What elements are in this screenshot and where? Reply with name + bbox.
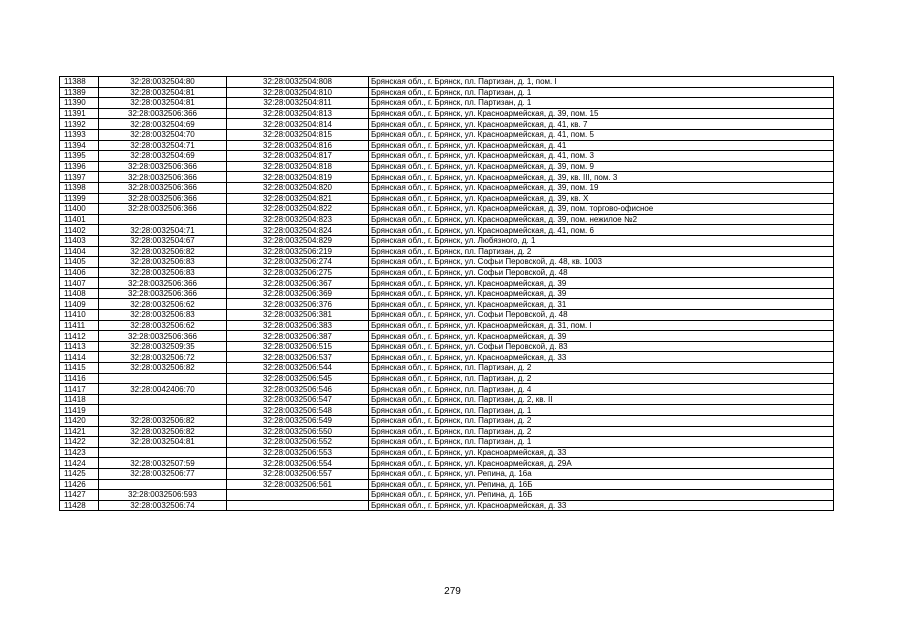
table-row [60, 373, 834, 384]
cadastral-number-cell: 32:28:0032506:548 [227, 405, 369, 416]
row-number-cell: 11395 [60, 151, 99, 162]
table-row [60, 405, 834, 416]
parent-cadastral-number-cell: 32:28:0032504:69 [99, 119, 227, 130]
cadastral-number-cell: 32:28:0032506:544 [227, 363, 369, 374]
row-number-cell: 11391 [60, 108, 99, 119]
parent-cadastral-number-cell: 32:28:0032504:71 [99, 140, 227, 151]
table-row [60, 352, 834, 363]
address-cell: Брянская обл., г. Брянск, ул. Красноармейская, д. 41, кв. 7 [369, 119, 834, 130]
cadastral-number-cell: 32:28:0032504:810 [227, 87, 369, 98]
row-number-cell: 11412 [60, 331, 99, 342]
table-row [60, 437, 834, 448]
table-row [60, 182, 834, 193]
address-cell: Брянская обл., г. Брянск, ул. Софьи Перовской, д. 48 [369, 267, 834, 278]
table-row [60, 119, 834, 130]
address-cell: Брянская обл., г. Брянск, пл. Партизан, д. 2 [369, 373, 834, 384]
cadastral-number-cell: 32:28:0032506:515 [227, 341, 369, 352]
parent-cadastral-number-cell: 32:28:0032506:366 [99, 204, 227, 215]
address-cell: Брянская обл., г. Брянск, пл. Партизан, д. 1 [369, 405, 834, 416]
cadastral-number-cell: 32:28:0032504:818 [227, 161, 369, 172]
table-row [60, 320, 834, 331]
address-cell: Брянская обл., г. Брянск, ул. Софьи Перовской, д. 48 [369, 310, 834, 321]
cadastral-number-cell: 32:28:0032506:376 [227, 299, 369, 310]
address-cell: Брянская обл., г. Брянск, ул. Красноармейская, д. 39, кв. X [369, 193, 834, 204]
parent-cadastral-number-cell: 32:28:0032506:72 [99, 352, 227, 363]
row-number-cell: 11428 [60, 500, 99, 511]
parent-cadastral-number-cell: 32:28:0032506:366 [99, 108, 227, 119]
table-row [60, 426, 834, 437]
table-row [60, 299, 834, 310]
address-cell: Брянская обл., г. Брянск, ул. Красноармейская, д. 33 [369, 447, 834, 458]
parent-cadastral-number-cell: 32:28:0032506:83 [99, 257, 227, 268]
cadastral-number-cell: 32:28:0032506:550 [227, 426, 369, 437]
table-row [60, 447, 834, 458]
row-number-cell: 11403 [60, 235, 99, 246]
cadastral-number-cell: 32:28:0032506:549 [227, 416, 369, 427]
parent-cadastral-number-cell: 32:28:0032506:593 [99, 490, 227, 501]
parent-cadastral-number-cell: 32:28:0032506:62 [99, 320, 227, 331]
cadastral-number-cell: 32:28:0032506:381 [227, 310, 369, 321]
parent-cadastral-number-cell: 32:28:0032506:366 [99, 172, 227, 183]
cadastral-number-cell: 32:28:0032506:383 [227, 320, 369, 331]
cadastral-number-cell: 32:28:0032504:824 [227, 225, 369, 236]
table-row [60, 225, 834, 236]
row-number-cell: 11399 [60, 193, 99, 204]
cadastral-number-cell: 32:28:0032504:813 [227, 108, 369, 119]
address-cell: Брянская обл., г. Брянск, ул. Красноармейская, д. 41, пом. 6 [369, 225, 834, 236]
parent-cadastral-number-cell: 32:28:0032506:83 [99, 267, 227, 278]
parent-cadastral-number-cell: 32:28:0032506:82 [99, 426, 227, 437]
cadastral-number-cell: 32:28:0032506:546 [227, 384, 369, 395]
address-cell: Брянская обл., г. Брянск, пл. Партизан, д. 1 [369, 87, 834, 98]
cadastral-number-cell: 32:28:0032506:274 [227, 257, 369, 268]
table-row [60, 363, 834, 374]
row-number-cell: 11414 [60, 352, 99, 363]
parent-cadastral-number-cell: 32:28:0032504:80 [99, 77, 227, 88]
parent-cadastral-number-cell: 32:28:0032506:82 [99, 363, 227, 374]
parent-cadastral-number-cell: 32:28:0032506:366 [99, 331, 227, 342]
table-row [60, 161, 834, 172]
address-cell: Брянская обл., г. Брянск, пл. Партизан, д. 2 [369, 363, 834, 374]
row-number-cell: 11415 [60, 363, 99, 374]
table-row [60, 77, 834, 88]
address-cell: Брянская обл., г. Брянск, пл. Партизан, д. 2 [369, 426, 834, 437]
row-number-cell: 11423 [60, 447, 99, 458]
row-number-cell: 11389 [60, 87, 99, 98]
parent-cadastral-number-cell: 32:28:0032504:71 [99, 225, 227, 236]
parent-cadastral-number-cell: 32:28:0042406:70 [99, 384, 227, 395]
cadastral-number-cell: 32:28:0032504:808 [227, 77, 369, 88]
address-cell: Брянская обл., г. Брянск, ул. Красноармейская, д. 31, пом. I [369, 320, 834, 331]
cadastral-number-cell: 32:28:0032506:219 [227, 246, 369, 257]
table-row [60, 288, 834, 299]
table-row [60, 479, 834, 490]
row-number-cell: 11421 [60, 426, 99, 437]
parent-cadastral-number-cell: 32:28:0032506:366 [99, 193, 227, 204]
address-cell: Брянская обл., г. Брянск, ул. Красноармейская, д. 39, пом. 9 [369, 161, 834, 172]
parent-cadastral-number-cell: 32:28:0032509:35 [99, 341, 227, 352]
cadastral-number-cell: 32:28:0032504:829 [227, 235, 369, 246]
cadastral-number-cell: 32:28:0032506:552 [227, 437, 369, 448]
parent-cadastral-number-cell [99, 405, 227, 416]
table-row [60, 394, 834, 405]
parent-cadastral-number-cell: 32:28:0032504:67 [99, 235, 227, 246]
row-number-cell: 11406 [60, 267, 99, 278]
address-cell: Брянская обл., г. Брянск, ул. Красноармейская, д. 39, кв. III, пом. 3 [369, 172, 834, 183]
table-row [60, 98, 834, 109]
parent-cadastral-number-cell: 32:28:0032506:366 [99, 182, 227, 193]
parent-cadastral-number-cell: 32:28:0032504:69 [99, 151, 227, 162]
parent-cadastral-number-cell: 32:28:0032506:82 [99, 246, 227, 257]
parent-cadastral-number-cell: 32:28:0032506:77 [99, 468, 227, 479]
address-cell: Брянская обл., г. Брянск, ул. Красноармейская, д. 39, пом. торгово-офисное [369, 204, 834, 215]
cadastral-number-cell: 32:28:0032506:547 [227, 394, 369, 405]
row-number-cell: 11402 [60, 225, 99, 236]
address-cell: Брянская обл., г. Брянск, ул. Любязного, д. 1 [369, 235, 834, 246]
row-number-cell: 11419 [60, 405, 99, 416]
row-number-cell: 11424 [60, 458, 99, 469]
table-row [60, 172, 834, 183]
cadastral-number-cell [227, 500, 369, 511]
parent-cadastral-number-cell [99, 479, 227, 490]
parent-cadastral-number-cell: 32:28:0032506:62 [99, 299, 227, 310]
cadastral-number-cell: 32:28:0032504:821 [227, 193, 369, 204]
table-row [60, 193, 834, 204]
cadastral-number-cell [227, 490, 369, 501]
row-number-cell: 11420 [60, 416, 99, 427]
row-number-cell: 11394 [60, 140, 99, 151]
cadastral-number-cell: 32:28:0032506:387 [227, 331, 369, 342]
row-number-cell: 11426 [60, 479, 99, 490]
address-cell: Брянская обл., г. Брянск, ул. Красноармейская, д. 29А [369, 458, 834, 469]
cadastral-number-cell: 32:28:0032504:811 [227, 98, 369, 109]
cadastral-number-cell: 32:28:0032506:545 [227, 373, 369, 384]
table-row [60, 87, 834, 98]
parent-cadastral-number-cell [99, 394, 227, 405]
parent-cadastral-number-cell [99, 214, 227, 225]
parent-cadastral-number-cell: 32:28:0032504:81 [99, 437, 227, 448]
row-number-cell: 11405 [60, 257, 99, 268]
parent-cadastral-number-cell: 32:28:0032506:83 [99, 310, 227, 321]
address-cell: Брянская обл., г. Брянск, ул. Красноармейская, д. 33 [369, 352, 834, 363]
cadastral-number-cell: 32:28:0032506:554 [227, 458, 369, 469]
address-cell: Брянская обл., г. Брянск, ул. Красноармейская, д. 39 [369, 331, 834, 342]
address-cell: Брянская обл., г. Брянск, ул. Красноармейская, д. 39 [369, 288, 834, 299]
address-cell: Брянская обл., г. Брянск, ул. Софьи Перовской, д. 83 [369, 341, 834, 352]
row-number-cell: 11425 [60, 468, 99, 479]
table-row [60, 500, 834, 511]
row-number-cell: 11410 [60, 310, 99, 321]
row-number-cell: 11408 [60, 288, 99, 299]
row-number-cell: 11418 [60, 394, 99, 405]
table-row [60, 331, 834, 342]
address-cell: Брянская обл., г. Брянск, ул. Красноармейская, д. 41 [369, 140, 834, 151]
property-register-table [59, 76, 834, 511]
address-cell: Брянская обл., г. Брянск, ул. Красноармейская, д. 41, пом. 5 [369, 129, 834, 140]
row-number-cell: 11400 [60, 204, 99, 215]
cadastral-number-cell: 32:28:0032504:816 [227, 140, 369, 151]
row-number-cell: 11390 [60, 98, 99, 109]
row-number-cell: 11407 [60, 278, 99, 289]
cadastral-number-cell: 32:28:0032506:557 [227, 468, 369, 479]
parent-cadastral-number-cell: 32:28:0032507:59 [99, 458, 227, 469]
row-number-cell: 11392 [60, 119, 99, 130]
table-row [60, 384, 834, 395]
address-cell: Брянская обл., г. Брянск, ул. Красноармейская, д. 41, пом. 3 [369, 151, 834, 162]
cadastral-number-cell: 32:28:0032506:537 [227, 352, 369, 363]
row-number-cell: 11411 [60, 320, 99, 331]
address-cell: Брянская обл., г. Брянск, ул. Красноармейская, д. 39, пом. 15 [369, 108, 834, 119]
row-number-cell: 11417 [60, 384, 99, 395]
table-row [60, 490, 834, 501]
address-cell: Брянская обл., г. Брянск, ул. Красноармейская, д. 39 [369, 278, 834, 289]
table-row [60, 458, 834, 469]
address-cell: Брянская обл., г. Брянск, ул. Репина, д. 16а [369, 468, 834, 479]
row-number-cell: 11393 [60, 129, 99, 140]
cadastral-number-cell: 32:28:0032504:814 [227, 119, 369, 130]
address-cell: Брянская обл., г. Брянск, пл. Партизан, д. 1 [369, 437, 834, 448]
table-row [60, 204, 834, 215]
cadastral-number-cell: 32:28:0032506:367 [227, 278, 369, 289]
row-number-cell: 11413 [60, 341, 99, 352]
table-row [60, 310, 834, 321]
address-cell: Брянская обл., г. Брянск, ул. Репина, д. 16Б [369, 479, 834, 490]
cadastral-number-cell: 32:28:0032504:817 [227, 151, 369, 162]
table-row [60, 235, 834, 246]
parent-cadastral-number-cell: 32:28:0032506:82 [99, 416, 227, 427]
table-row [60, 416, 834, 427]
address-cell: Брянская обл., г. Брянск, пл. Партизан, д. 1, пом. I [369, 77, 834, 88]
parent-cadastral-number-cell [99, 447, 227, 458]
register-table-body [60, 77, 834, 511]
table-row [60, 341, 834, 352]
table-row [60, 278, 834, 289]
row-number-cell: 11409 [60, 299, 99, 310]
cadastral-number-cell: 32:28:0032506:369 [227, 288, 369, 299]
address-cell: Брянская обл., г. Брянск, пл. Партизан, д. 4 [369, 384, 834, 395]
table-row [60, 129, 834, 140]
address-cell: Брянская обл., г. Брянск, ул. Красноармейская, д. 31 [369, 299, 834, 310]
row-number-cell: 11401 [60, 214, 99, 225]
page-number: 279 [444, 586, 461, 597]
row-number-cell: 11422 [60, 437, 99, 448]
row-number-cell: 11404 [60, 246, 99, 257]
table-row [60, 151, 834, 162]
row-number-cell: 11398 [60, 182, 99, 193]
parent-cadastral-number-cell: 32:28:0032506:74 [99, 500, 227, 511]
table-row [60, 140, 834, 151]
table-row [60, 214, 834, 225]
address-cell: Брянская обл., г. Брянск, пл. Партизан, д. 2, кв. II [369, 394, 834, 405]
parent-cadastral-number-cell: 32:28:0032504:81 [99, 98, 227, 109]
table-row [60, 108, 834, 119]
address-cell: Брянская обл., г. Брянск, ул. Софьи Перовской, д. 48, кв. 1003 [369, 257, 834, 268]
parent-cadastral-number-cell: 32:28:0032506:366 [99, 288, 227, 299]
parent-cadastral-number-cell: 32:28:0032504:70 [99, 129, 227, 140]
cadastral-number-cell: 32:28:0032504:823 [227, 214, 369, 225]
parent-cadastral-number-cell: 32:28:0032506:366 [99, 161, 227, 172]
address-cell: Брянская обл., г. Брянск, ул. Красноармейская, д. 39, пом. 19 [369, 182, 834, 193]
cadastral-number-cell: 32:28:0032506:275 [227, 267, 369, 278]
parent-cadastral-number-cell: 32:28:0032504:81 [99, 87, 227, 98]
address-cell: Брянская обл., г. Брянск, ул. Красноармейская, д. 33 [369, 500, 834, 511]
row-number-cell: 11396 [60, 161, 99, 172]
table-row [60, 246, 834, 257]
row-number-cell: 11427 [60, 490, 99, 501]
parent-cadastral-number-cell [99, 373, 227, 384]
table-row [60, 267, 834, 278]
row-number-cell: 11416 [60, 373, 99, 384]
row-number-cell: 11397 [60, 172, 99, 183]
cadastral-number-cell: 32:28:0032506:553 [227, 447, 369, 458]
cadastral-number-cell: 32:28:0032504:819 [227, 172, 369, 183]
table-row [60, 257, 834, 268]
address-cell: Брянская обл., г. Брянск, пл. Партизан, д. 1 [369, 98, 834, 109]
row-number-cell: 11388 [60, 77, 99, 88]
cadastral-number-cell: 32:28:0032506:561 [227, 479, 369, 490]
address-cell: Брянская обл., г. Брянск, ул. Репина, д. 16Б [369, 490, 834, 501]
address-cell: Брянская обл., г. Брянск, пл. Партизан, д. 2 [369, 416, 834, 427]
table-row [60, 468, 834, 479]
cadastral-number-cell: 32:28:0032504:820 [227, 182, 369, 193]
address-cell: Брянская обл., г. Брянск, пл. Партизан, д. 2 [369, 246, 834, 257]
cadastral-number-cell: 32:28:0032504:815 [227, 129, 369, 140]
address-cell: Брянская обл., г. Брянск, ул. Красноармейская, д. 39, пом. нежилое №2 [369, 214, 834, 225]
parent-cadastral-number-cell: 32:28:0032506:366 [99, 278, 227, 289]
cadastral-number-cell: 32:28:0032504:822 [227, 204, 369, 215]
